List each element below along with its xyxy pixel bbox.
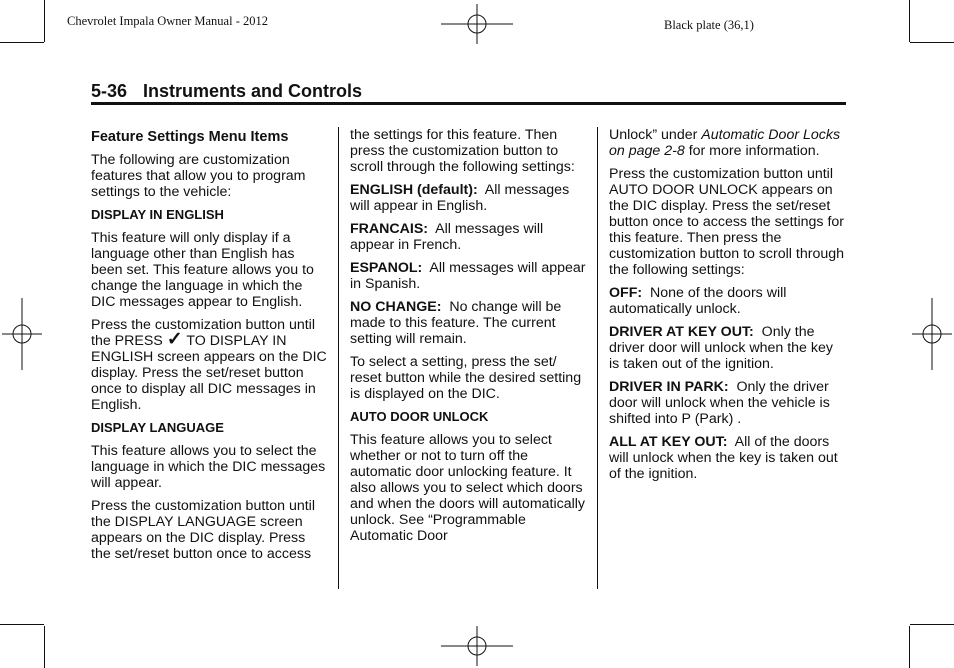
espanol-option	[350, 260, 588, 292]
driver-in-park-option	[609, 379, 846, 427]
no-change-option	[350, 299, 588, 347]
driver-key-out-text: Only the driver door will unlock when the key is taken out of the ignition.	[609, 324, 833, 372]
feature-settings-heading: Feature Settings Menu Items	[91, 129, 289, 145]
registration-mark-left	[2, 298, 42, 370]
english-option-label: ENGLISH (default):	[350, 182, 478, 198]
title-rule	[91, 102, 846, 105]
header-manual-title: Chevrolet Impala Owner Manual - 2012	[67, 14, 268, 28]
crop-mark-bottom-right-h	[910, 624, 954, 625]
select-setting-paragraph: To select a setting, press the set/ reset button while the desired setting is displayed on the DIC.	[350, 354, 582, 402]
off-option-label: OFF:	[609, 285, 643, 301]
crop-mark-bottom-left-h	[0, 624, 44, 625]
off-option-text: None of the doors will automatically unlock.	[609, 285, 787, 317]
display-language-paragraph-2: Press the customization button until the DISPLAY LANGUAGE screen appears on the DIC display. Press the set/reset button once to access	[91, 498, 315, 562]
crop-mark-bottom-left-v	[44, 626, 45, 668]
column-divider-1	[338, 127, 339, 589]
espanol-option-label: ESPANOL:	[350, 260, 423, 276]
checkmark-icon: ✓	[166, 329, 183, 350]
continued-text-end: for more information.	[688, 143, 820, 159]
column-divider-2	[597, 127, 598, 589]
crop-mark-top-left-v	[44, 0, 45, 42]
display-language-heading: DISPLAY LANGUAGE	[91, 420, 224, 435]
registration-mark-bottom	[441, 626, 513, 666]
page-title	[91, 81, 362, 102]
no-change-option-label: NO CHANGE:	[350, 299, 442, 315]
all-key-out-text: All of the doors will unlock when the key is taken out of the ignition.	[609, 434, 838, 482]
display-english-heading: DISPLAY IN ENGLISH	[91, 207, 224, 222]
francais-option	[350, 221, 588, 253]
section-title: Instruments and Controls	[143, 81, 363, 101]
auto-door-unlock-heading: AUTO DOOR UNLOCK	[350, 409, 489, 424]
all-key-out-label: ALL AT KEY OUT:	[609, 434, 728, 450]
header-plate-label: Black plate (36,1)	[664, 18, 754, 32]
francais-option-text: All messages will appear in French.	[350, 221, 544, 253]
english-option	[350, 182, 588, 214]
page-number: 5-36	[91, 81, 128, 101]
display-english-p2-end: TO DISPLAY IN ENGLISH screen appears on the DIC display. Press the set/reset button once to display all DIC messages in English.	[91, 333, 327, 413]
display-english-p2-start: Press the customization button until the PRESS	[91, 317, 315, 349]
francais-option-label: FRANCAIS:	[350, 221, 429, 237]
display-english-paragraph-2	[91, 317, 327, 413]
crop-mark-top-left-h	[0, 42, 44, 43]
display-language-paragraph-1: This feature allows you to select the language in which the DIC messages will appear.	[91, 443, 326, 491]
off-option	[609, 285, 846, 317]
auto-door-instructions-paragraph: Press the customization button until AUTO DOOR UNLOCK appears on the DIC display. Press the set/reset button once to access the settings for this feature. Then press the customization button to scroll through the following settings:	[609, 166, 845, 278]
continued-text-start: Unlock” under	[609, 127, 698, 143]
registration-mark-top	[441, 4, 513, 44]
crop-mark-top-right-h	[910, 42, 954, 43]
auto-door-continued-paragraph	[609, 127, 846, 159]
driver-in-park-label: DRIVER IN PARK:	[609, 379, 729, 395]
column-1	[91, 127, 327, 569]
all-key-out-option	[609, 434, 846, 482]
settings-continued-paragraph: the settings for this feature. Then press the customization button to scroll through the following settings:	[350, 127, 575, 175]
crop-mark-bottom-right-v	[909, 626, 910, 668]
no-change-option-text: No change will be made to this feature. The current setting will remain.	[350, 299, 562, 347]
registration-mark-right	[912, 298, 952, 370]
espanol-option-text: All messages will appear in Spanish.	[350, 260, 586, 292]
column-3	[609, 127, 846, 489]
driver-key-out-option	[609, 324, 846, 372]
intro-paragraph: The following are customization features that allow you to program settings to the vehicle:	[91, 152, 306, 200]
driver-in-park-text: Only the driver door will unlock when the vehicle is shifted into P (Park) .	[609, 379, 830, 427]
english-option-text: All messages will appear in English.	[350, 182, 570, 214]
crop-mark-top-right-v	[909, 0, 910, 42]
driver-key-out-label: DRIVER AT KEY OUT:	[609, 324, 754, 340]
auto-door-unlock-paragraph: This feature allows you to select whether or not to turn off the automatic door unlocking feature. It also allows you to select which doors and when the doors will automatically unlock. See “Programmable Automatic Door	[350, 432, 586, 544]
cross-reference-link[interactable]: Automatic Door Locks on page 2-8	[609, 127, 841, 159]
display-english-paragraph-1: This feature will only display if a language other than English has been set. This feature allows you to change the language in which the DIC messages appear to English.	[91, 230, 314, 310]
column-2	[350, 127, 588, 551]
